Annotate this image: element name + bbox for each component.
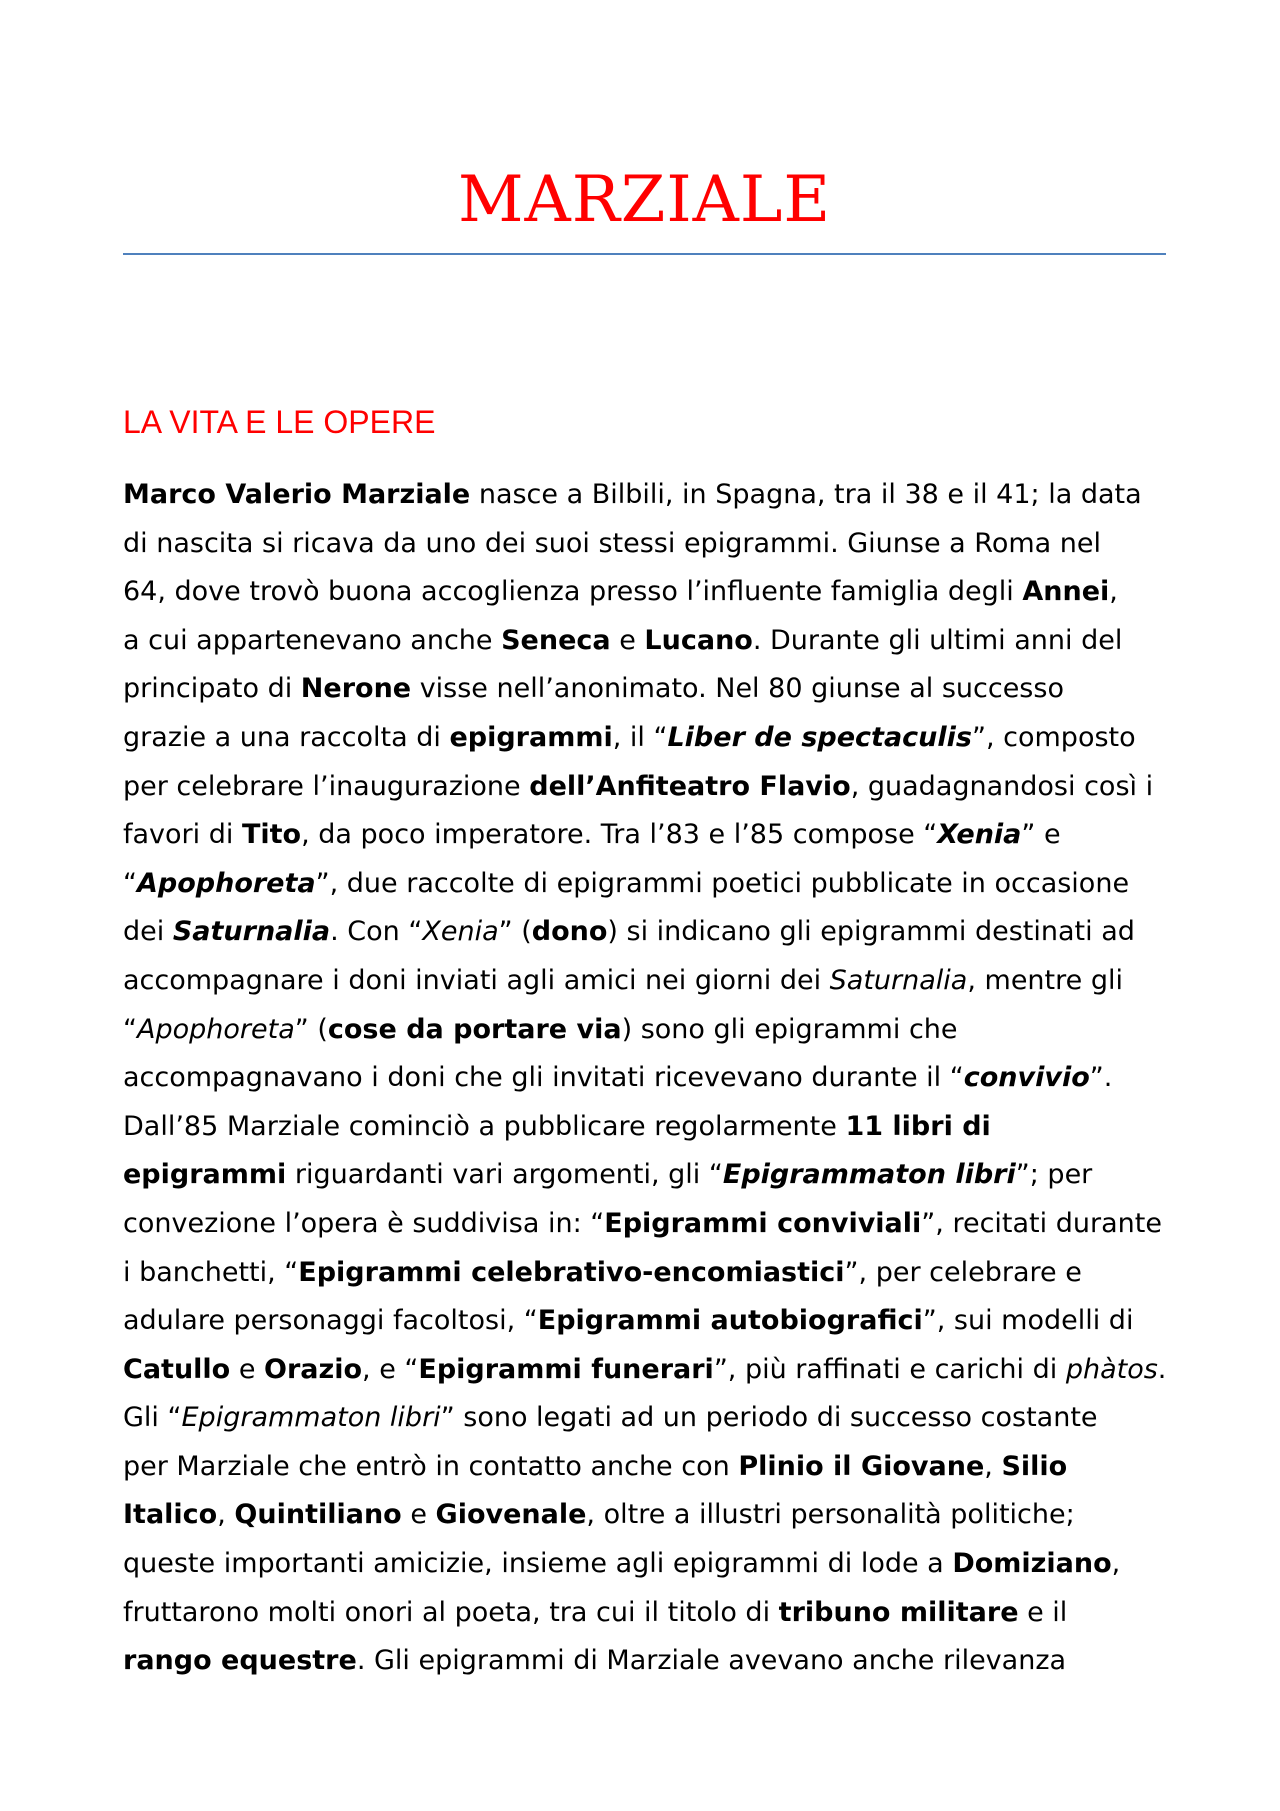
bold-italic-text: Epigrammaton libri [722, 1159, 1016, 1191]
bold-text: Epigrammi celebrativo-encomiastici [298, 1256, 845, 1288]
text-line [123, 763, 1183, 812]
bold-text: epigrammi [123, 1159, 287, 1191]
text-run: per Marziale che entrò in contatto anche con [123, 1450, 739, 1482]
text-run: principato di [123, 673, 301, 705]
text-run: ”, recitati durante [921, 1207, 1162, 1239]
text-run: e [230, 1353, 265, 1385]
document-title: MARZIALE [457, 163, 832, 237]
text-run: e il [1018, 1596, 1068, 1628]
text-run: “ [123, 867, 137, 899]
text-run: accompagnare i doni inviati agli amici nei giorni dei [123, 964, 830, 996]
text-line [123, 714, 1183, 763]
text-line [123, 957, 1183, 1006]
italic-text: Epigrammaton libri [181, 1402, 441, 1434]
text-line [123, 1006, 1183, 1055]
text-run: . Gli epigrammi di Marziale avevano anche rilevanza [356, 1645, 1067, 1677]
text-run: , [1109, 576, 1118, 608]
text-run: , mentre gli [967, 964, 1123, 996]
text-line [123, 1443, 1183, 1492]
text-run: , guadagnandosi così i [850, 770, 1154, 802]
text-run: ”, più raffinati e carichi di [713, 1353, 1066, 1385]
text-run: ” ( [294, 1013, 328, 1045]
text-run: . [1157, 1353, 1167, 1385]
text-run: 64, dove trovò buona accoglienza presso l’influente famiglia degli [123, 576, 1023, 608]
text-run: dei [123, 916, 173, 948]
text-run: riguardanti vari argomenti, gli “ [286, 1159, 723, 1191]
text-line [123, 1491, 1183, 1540]
italic-text: Xenia [422, 916, 499, 948]
bold-text: Epigrammi autobiografici [537, 1305, 923, 1337]
text-run: di nascita si ricava da uno dei suoi stessi epigrammi. Giunse a Roma nel [123, 527, 1102, 559]
text-line [123, 665, 1183, 714]
bold-text: Tito [241, 819, 302, 851]
text-run: Gli “ [123, 1402, 182, 1434]
bold-text: 11 libri di [845, 1110, 991, 1142]
title-underline [123, 253, 1166, 255]
text-run: . Durante gli ultimi anni del [752, 624, 1123, 656]
text-line [123, 520, 1183, 569]
text-line [123, 1103, 1183, 1152]
bold-italic-text: convivio [963, 1062, 1090, 1094]
text-run: nasce a Bilbili, in Spagna, tra il 38 e il 41; la data [470, 479, 1142, 510]
bold-text: Nerone [300, 673, 412, 705]
italic-text: Apophoreta [137, 1013, 295, 1045]
bold-text: dell’Anfiteatro Flavio [529, 770, 851, 802]
text-line [123, 811, 1183, 860]
text-run: Dall’85 Marziale cominciò a pubblicare regolarmente [123, 1110, 846, 1142]
text-line [123, 1637, 1183, 1686]
bold-text: Domiziano [952, 1548, 1112, 1580]
text-run: ) sono gli epigrammi che [621, 1013, 958, 1045]
text-run: convezione l’opera è suddivisa in: “ [123, 1207, 605, 1239]
text-run: , e “ [362, 1353, 419, 1385]
text-line [123, 1540, 1183, 1589]
text-run: ” ( [498, 916, 532, 948]
text-run: , da poco imperatore. Tra l’83 e l’85 compose “ [301, 819, 938, 851]
text-line [123, 1589, 1183, 1638]
text-line [123, 1394, 1183, 1443]
bold-italic-text: Xenia [937, 819, 1022, 851]
text-line [123, 1249, 1183, 1298]
text-run: adulare personaggi facoltosi, “ [123, 1305, 538, 1337]
text-line [123, 1054, 1183, 1103]
bold-italic-text: Saturnalia [172, 916, 331, 948]
bold-text: Catullo [123, 1353, 231, 1385]
text-run: ” sono legati ad un periodo di successo costante [440, 1402, 1098, 1434]
text-run: accompagnavano i doni che gli invitati ricevevano durante il “ [123, 1062, 964, 1094]
text-run: ”, composto [971, 721, 1136, 753]
bold-text: Silio [1001, 1450, 1068, 1482]
body-paragraph [123, 471, 1183, 1686]
section-heading: LA VITA E LE OPERE [123, 404, 436, 440]
text-run: , [1111, 1548, 1121, 1580]
text-line [123, 908, 1183, 957]
text-run: , [217, 1499, 235, 1531]
bold-text: epigrammi [449, 721, 613, 753]
text-line [123, 1200, 1183, 1249]
text-run: per celebrare l’inaugurazione [123, 770, 530, 802]
bold-text: Lucano [644, 624, 753, 656]
bold-text: Epigrammi funerari [418, 1353, 714, 1385]
text-line [123, 1151, 1183, 1200]
text-run: ” e [1021, 819, 1061, 851]
text-run: queste importanti amicizie, insieme agli epigrammi di lode a [123, 1548, 953, 1580]
text-line [123, 860, 1183, 909]
bold-text: Italico [123, 1499, 218, 1531]
bold-text: Seneca [501, 624, 611, 656]
text-line [123, 617, 1183, 666]
text-run: ”, due raccolte di epigrammi poetici pubblicate in occasione [315, 867, 1130, 899]
bold-text: dono [531, 916, 608, 948]
text-line [123, 1346, 1183, 1395]
bold-text: Plinio il Giovane [738, 1450, 985, 1482]
text-run: fruttarono molti onori al poeta, tra cui il titolo di [123, 1596, 779, 1628]
bold-text: rango equestre [123, 1645, 357, 1677]
text-run: grazie a una raccolta di [123, 721, 450, 753]
text-run: , [984, 1450, 1002, 1482]
text-run: e [401, 1499, 436, 1531]
text-run: . Con “ [330, 916, 423, 948]
text-line [123, 471, 1183, 520]
bold-text: Giovenale [435, 1499, 587, 1531]
bold-italic-text: Apophoreta [137, 867, 316, 899]
text-run: ) si indicano gli epigrammi destinati ad [607, 916, 1135, 948]
italic-text: phàtos [1065, 1353, 1158, 1385]
text-run: i banchetti, “ [123, 1256, 299, 1288]
text-run: e [610, 624, 645, 656]
text-run: “ [123, 1013, 137, 1045]
bold-text: cose da portare via [327, 1013, 622, 1045]
bold-text: Orazio [264, 1353, 363, 1385]
bold-text: Epigrammi conviviali [604, 1207, 922, 1239]
text-line [123, 1297, 1183, 1346]
text-run: visse nell’anonimato. Nel 80 giunse al successo [411, 673, 1064, 705]
bold-text: Annei [1022, 576, 1110, 608]
bold-text: tribuno militare [778, 1596, 1019, 1628]
text-run: ”; per [1015, 1159, 1093, 1191]
text-run: a cui appartenevano anche [123, 624, 502, 656]
bold-italic-text: Liber de spectaculis [667, 721, 972, 753]
text-run: ”, per celebrare e [844, 1256, 1082, 1288]
text-run: , il “ [612, 721, 668, 753]
text-run: ”, sui modelli di [922, 1305, 1134, 1337]
text-run: favori di [123, 819, 242, 851]
text-line [123, 568, 1183, 617]
bold-text: Marco Valerio Marziale [123, 479, 471, 510]
text-run: , oltre a illustri personalità politiche; [586, 1499, 1075, 1531]
bold-text: Quintiliano [234, 1499, 402, 1531]
text-run: ”. [1089, 1062, 1113, 1094]
italic-text: Saturnalia [829, 964, 968, 996]
